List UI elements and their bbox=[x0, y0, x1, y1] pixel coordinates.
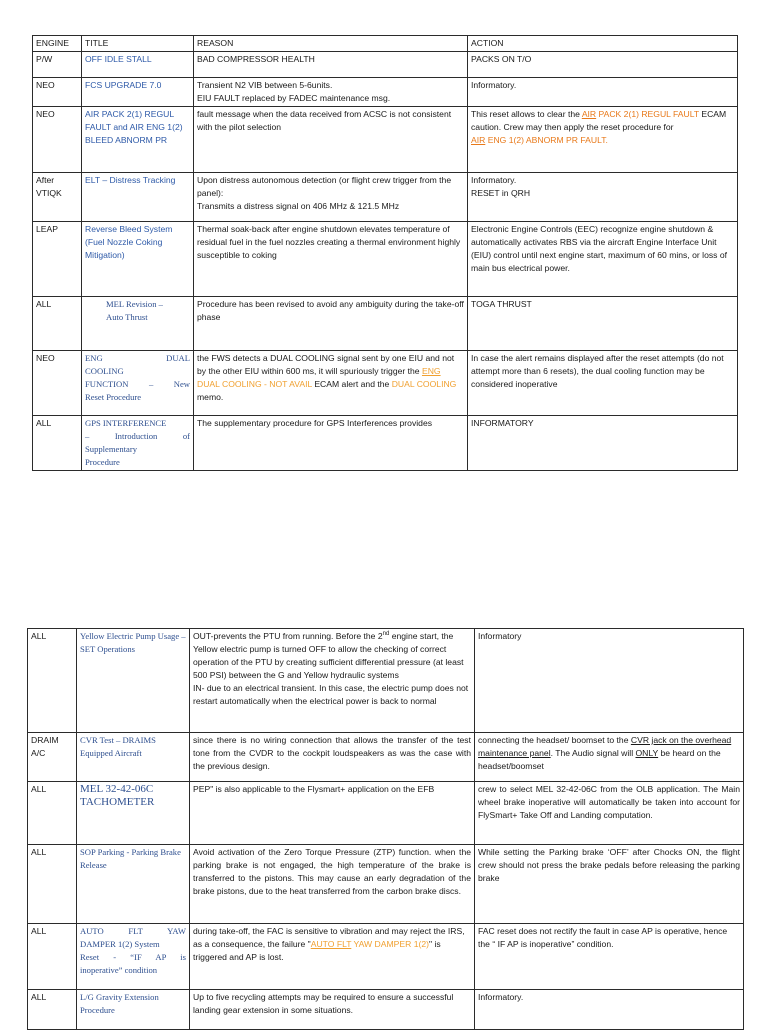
action-line: Informatory. bbox=[471, 175, 517, 185]
ecam-eng-fault: ENG 1(2) ABNORM PR FAULT. bbox=[485, 135, 608, 145]
title-cell: SOP Parking - Parking Brake Release bbox=[77, 845, 190, 924]
reason-cell: PEP" is also applicable to the Flysmart+ application on the EFB bbox=[190, 782, 475, 845]
table-row bbox=[33, 416, 738, 471]
engine-cell: LEAP bbox=[33, 222, 82, 297]
engine-cell: P/W bbox=[33, 52, 82, 78]
action-text: connecting the headset/ boomset to the bbox=[478, 735, 631, 745]
ecam-air-label: AIR bbox=[581, 109, 597, 119]
reason-cell bbox=[194, 78, 468, 107]
reason-line: Transient N2 VIB between 5-6units. bbox=[197, 80, 333, 90]
engine-cell: ALL bbox=[28, 782, 77, 845]
engine-cell: DRAIM A/C bbox=[28, 733, 77, 782]
table-row bbox=[28, 845, 744, 924]
title-line: ENG DUAL bbox=[85, 353, 190, 363]
reason-text: " is triggered and AP is lost. bbox=[193, 939, 441, 962]
action-cell: crew to select MEL 32-42-06C from the OLB application. The Main wheel brake inoperative will automatically be taken into account for FlySmart+ Take Off and Landing computation. bbox=[475, 782, 744, 845]
reason-text: ECAM alert and the bbox=[311, 379, 392, 389]
title-line: Supplementary bbox=[85, 444, 138, 454]
ecam-eng-label: ENG bbox=[421, 366, 441, 376]
title-cell: L/G Gravity Extension Procedure bbox=[77, 990, 190, 1030]
table-row bbox=[28, 924, 744, 990]
action-cell bbox=[475, 733, 744, 782]
title-line: Procedure bbox=[85, 457, 120, 467]
header-title: TITLE bbox=[82, 36, 194, 52]
engine-cell: NEO bbox=[33, 107, 82, 173]
title-line: Reset - “IF AP is bbox=[80, 952, 186, 962]
reason-cell bbox=[190, 924, 475, 990]
engine-cell: ALL bbox=[28, 924, 77, 990]
ecam-dual-cooling-alert: DUAL COOLING - NOT AVAIL bbox=[197, 379, 312, 389]
ecam-dual-cooling-memo: DUAL COOLING bbox=[391, 379, 457, 389]
title-line: COOLING bbox=[85, 366, 124, 376]
ecam-auto-flt-label: AUTO FLT bbox=[310, 939, 352, 949]
table-row bbox=[33, 351, 738, 416]
title-cell: AIR PACK 2(1) REGUL FAULT and AIR ENG 1(2) BLEED ABNORM PR bbox=[82, 107, 194, 173]
reason-cell bbox=[194, 173, 468, 222]
reason-text: the FWS detects a DUAL COOLING signal sent by one EIU and not by the other EIU within 600 ms, it will spuriously trigger the bbox=[197, 353, 455, 376]
reason-cell: Thermal soak-back after engine shutdown elevates temperature of residual fuel in the fuel nozzles creating a thermal environment highly susceptible to coking bbox=[194, 222, 468, 297]
action-cell: Informatory. bbox=[475, 990, 744, 1030]
ecam-pack-fault: PACK 2(1) REGUL FAULT bbox=[596, 109, 699, 119]
action-line: RESET in QRH bbox=[471, 188, 531, 198]
reason-cell: The supplementary procedure for GPS Interferences provides bbox=[194, 416, 468, 471]
title-cell: MEL 32-42-06C TACHOMETER bbox=[77, 782, 190, 845]
cvr-jack-underlined: CVR jack on the overhead maintenance panel bbox=[478, 735, 732, 758]
action-cell: PACKS ON T/O bbox=[468, 52, 738, 78]
title-cell bbox=[82, 416, 194, 471]
reason-cell: Avoid activation of the Zero Torque Pressure (ZTP) function. when the parking brake is not engaged, the high temperature of the brake is transferred to the pistons. This may cause an early degradation of the brake pistons, due to the heat transferred from the carbon brake discs. bbox=[190, 845, 475, 924]
table-row bbox=[33, 173, 738, 222]
title-line: FUNCTION – New bbox=[85, 379, 190, 389]
reason-cell: since there is no wiring connection that allows the transfer of the test tone from the CVDR to the cockpit loudspeakers as was the case with the previous design. bbox=[190, 733, 475, 782]
table-header-row bbox=[33, 36, 738, 52]
table-row bbox=[33, 52, 738, 78]
reason-line: Transmits a distress signal on 406 MHz & 121.5 MHz bbox=[197, 201, 400, 211]
title-line: AUTO FLT YAW bbox=[80, 926, 186, 936]
title-line: MEL Revision – bbox=[106, 299, 163, 309]
reason-text: memo. bbox=[197, 392, 224, 402]
reason-text: OUT-prevents the PTU from running. Before the 2 bbox=[193, 631, 383, 641]
engine-cell: ALL bbox=[33, 297, 82, 351]
title-cell: Yellow Electric Pump Usage – SET Operations bbox=[77, 629, 190, 733]
engine-cell: ALL bbox=[28, 990, 77, 1030]
reason-cell: Up to five recycling attempts may be required to ensure a successful landing gear extension in some situations. bbox=[190, 990, 475, 1030]
action-cell: In case the alert remains displayed after the reset attempts (do not attempt more than 6 resets), the dual cooling function may be considered inoperative bbox=[468, 351, 738, 416]
action-cell: While setting the Parking brake ‘OFF’ after Chocks ON, the flight crew should not press the brake pedals before releasing the parking brake bbox=[475, 845, 744, 924]
table-row bbox=[33, 297, 738, 351]
ecam-yaw-damper-label: YAW DAMPER 1(2) bbox=[351, 939, 429, 949]
engine-cell: After VTIQK bbox=[33, 173, 82, 222]
only-underlined: ONLY bbox=[635, 748, 659, 758]
action-cell: Informatory. bbox=[468, 78, 738, 107]
reason-line: Upon distress autonomous detection (or flight crew trigger from the panel): bbox=[197, 175, 452, 198]
table-row bbox=[33, 78, 738, 107]
action-cell: INFORMATORY bbox=[468, 416, 738, 471]
reason-cell: fault message when the data received from ACSC is not consistent with the pilot selection bbox=[194, 107, 468, 173]
title-line: – Introduction of bbox=[85, 431, 190, 441]
action-text: This reset allows to clear the bbox=[471, 109, 582, 119]
action-cell bbox=[468, 173, 738, 222]
engine-cell: ALL bbox=[28, 845, 77, 924]
header-action: ACTION bbox=[468, 36, 738, 52]
engine-cell: NEO bbox=[33, 351, 82, 416]
reason-cell bbox=[194, 351, 468, 416]
title-line: DAMPER 1(2) System bbox=[80, 939, 160, 949]
action-text: . The Audio signal will bbox=[550, 748, 636, 758]
engine-cell: ALL bbox=[33, 416, 82, 471]
reason-text: engine start, the Yellow electric pump is turned OFF to allow the checking of correct operation of the PTU by creating sufficient differential pressure (at least 500 PSI) between the G and Yellow hydraulic systems bbox=[193, 631, 464, 680]
title-line: GPS INTERFERENCE bbox=[85, 418, 167, 428]
table-row bbox=[28, 629, 744, 733]
title-line: Auto Thrust bbox=[106, 312, 148, 322]
table-row bbox=[28, 782, 744, 845]
reason-line: IN- due to an electrical transient. In this case, the electric pump does not restart automatically when the electrical power is back to normal bbox=[193, 683, 469, 706]
reason-line bbox=[193, 630, 471, 682]
title-cell: ELT – Distress Tracking bbox=[82, 173, 194, 222]
title-cell bbox=[77, 924, 190, 990]
reason-cell: Procedure has been revised to avoid any ambiguity during the take-off phase bbox=[194, 297, 468, 351]
ecam-air-label: AIR bbox=[471, 135, 486, 145]
action-text: be heard on the headset/boomset bbox=[478, 748, 721, 771]
procedures-table-2 bbox=[27, 628, 744, 1030]
title-cell: OFF IDLE STALL bbox=[82, 52, 194, 78]
reason-line: EIU FAULT replaced by FADEC maintenance msg. bbox=[197, 93, 391, 103]
table-row bbox=[33, 107, 738, 173]
title-cell: CVR Test – DRAIMS Equipped Aircraft bbox=[77, 733, 190, 782]
table-row bbox=[28, 733, 744, 782]
engine-cell: NEO bbox=[33, 78, 82, 107]
engine-cell: ALL bbox=[28, 629, 77, 733]
superscript: nd bbox=[382, 631, 390, 638]
header-reason: REASON bbox=[194, 36, 468, 52]
table-row bbox=[33, 222, 738, 297]
action-text: ECAM caution. Crew may then apply the reset procedure for bbox=[471, 109, 727, 132]
action-cell: TOGA THRUST bbox=[468, 297, 738, 351]
reason-text: during take-off, the FAC is sensitive to vibration and may reject the IRS, as a consequence, the failure " bbox=[193, 926, 465, 949]
title-line: Reset Procedure bbox=[85, 392, 142, 402]
action-cell: FAC reset does not rectify the fault in case AP is operative, hence the “ IF AP is inoperative” condition. bbox=[475, 924, 744, 990]
title-line: inoperative” condition bbox=[80, 965, 158, 975]
title-cell: Reverse Bleed System (Fuel Nozzle Coking Mitigation) bbox=[82, 222, 194, 297]
action-cell bbox=[468, 107, 738, 173]
procedures-table-1 bbox=[32, 35, 738, 471]
action-cell: Electronic Engine Controls (EEC) recognize engine shutdown & automatically activates RBS via the aircraft Engine Interface Unit (EIU) control until next engine start, maximum of 60 mins, or loss of main bus electrical power. bbox=[468, 222, 738, 297]
reason-cell bbox=[190, 629, 475, 733]
header-engine: ENGINE bbox=[33, 36, 82, 52]
title-cell: FCS UPGRADE 7.0 bbox=[82, 78, 194, 107]
title-cell bbox=[82, 297, 194, 351]
reason-cell: BAD COMPRESSOR HEALTH bbox=[194, 52, 468, 78]
action-cell: Informatory bbox=[475, 629, 744, 733]
title-cell bbox=[82, 351, 194, 416]
